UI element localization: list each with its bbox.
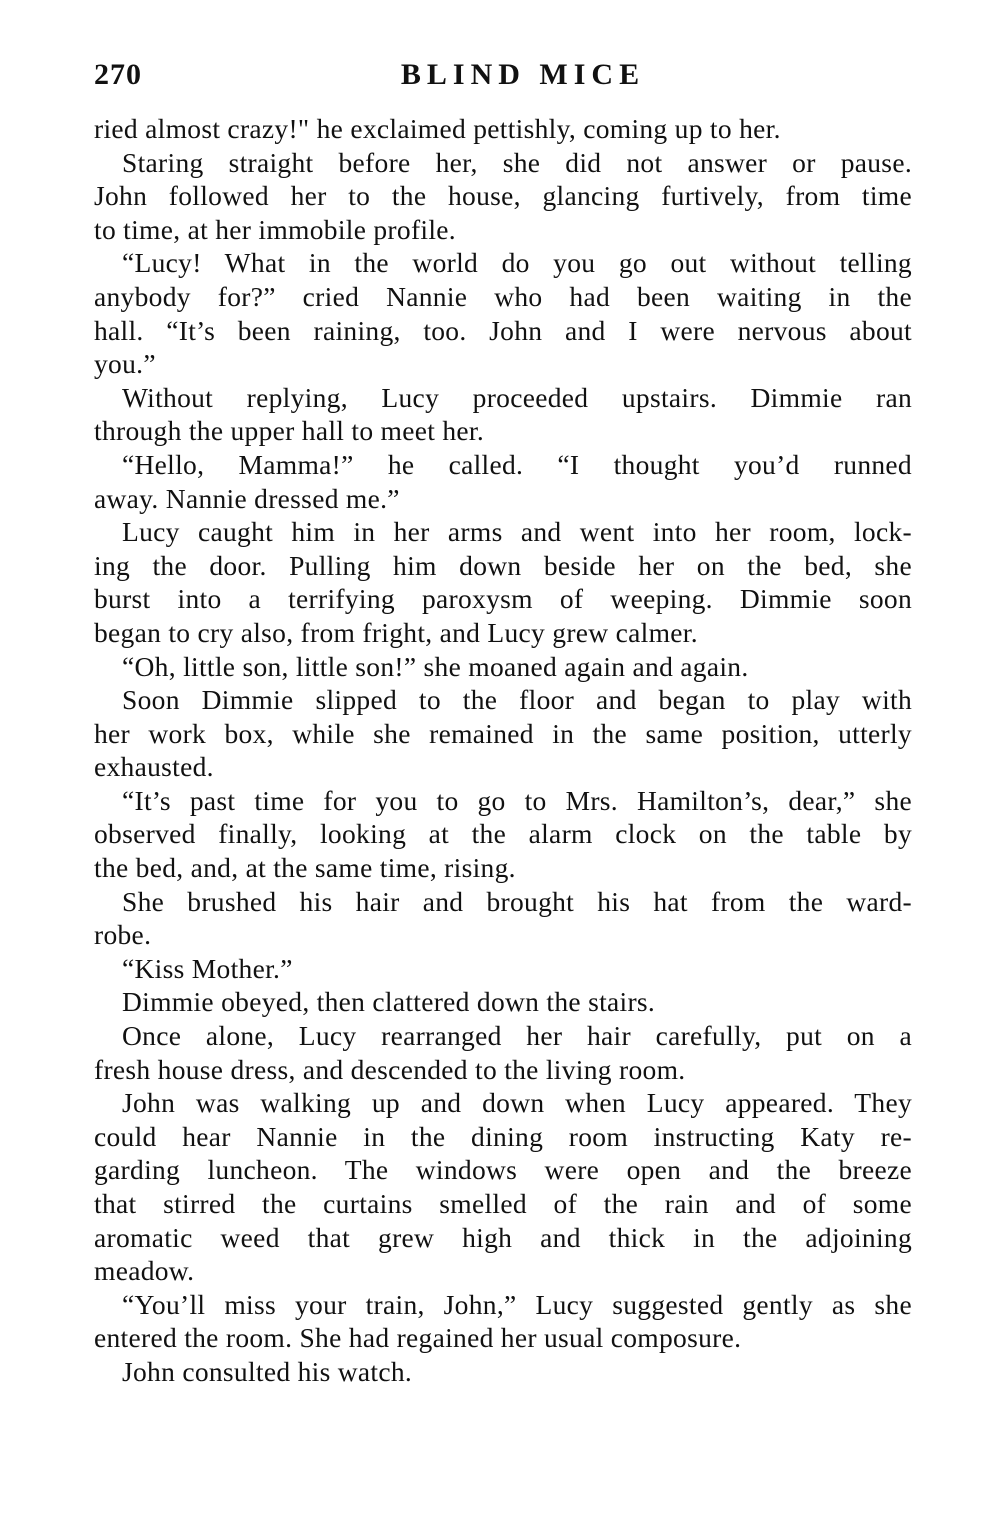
text-line: aromatic weed that grew high and thick in the adjoining [94, 1221, 912, 1253]
text-line: exhausted. [94, 751, 214, 783]
text-line: through the upper hall to meet her. [94, 415, 485, 447]
paragraph [94, 381, 912, 448]
paragraph [94, 146, 912, 247]
text-line: Once alone, Lucy rearranged her hair carefully, put on a [122, 1020, 912, 1052]
text-line: fresh house dress, and descended to the living room. [94, 1053, 686, 1085]
paragraph [94, 650, 912, 684]
text-line: burst into a terrifying paroxysm of weeping. Dimmie soon [94, 583, 912, 615]
text-line: could hear Nannie in the dining room instructing Katy re- [94, 1120, 912, 1152]
text-line: her work box, while she remained in the same position, utterly [94, 717, 912, 749]
text-line: the bed, and, at the same time, rising. [94, 852, 516, 884]
paragraph [94, 952, 912, 986]
text-line: “You’ll miss your train, John,” Lucy suggested gently as she [122, 1288, 912, 1320]
paragraph [94, 784, 912, 885]
text-line: to time, at her immobile profile. [94, 213, 456, 245]
book-page [94, 58, 912, 1389]
paragraph [94, 683, 912, 784]
text-line: Soon Dimmie slipped to the floor and began to play with [122, 684, 912, 716]
text-line: “Kiss Mother.” [122, 952, 293, 984]
paragraph [94, 112, 912, 146]
text-line: “Hello, Mamma!” he called. “I thought you’d runned [122, 448, 912, 480]
body-text [94, 112, 912, 1389]
text-line: hall. “It’s been raining, too. John and I were nervous about [94, 314, 912, 346]
text-line: Staring straight before her, she did not answer or pause. [122, 146, 912, 178]
text-line: Dimmie obeyed, then clattered down the stairs. [122, 986, 656, 1018]
text-line: “Lucy! What in the world do you go out without telling [122, 247, 912, 279]
text-line: meadow. [94, 1255, 195, 1287]
paragraph [94, 246, 912, 380]
text-line: “Oh, little son, little son!” she moaned again and again. [122, 650, 749, 682]
text-line: you.” [94, 348, 156, 380]
paragraph [94, 985, 912, 1019]
text-line: garding luncheon. The windows were open and the breeze [94, 1154, 912, 1186]
page-header [94, 58, 912, 102]
text-line: robe. [94, 919, 152, 951]
paragraph [94, 1086, 912, 1288]
text-line: Without replying, Lucy proceeded upstairs. Dimmie ran [122, 381, 912, 413]
paragraph [94, 448, 912, 515]
paragraph [94, 515, 912, 649]
text-line: John consulted his watch. [122, 1355, 413, 1387]
text-line: She brushed his hair and brought his hat from the ward- [122, 885, 912, 917]
paragraph [94, 885, 912, 952]
text-line: entered the room. She had regained her usual composure. [94, 1322, 742, 1354]
text-line: “It’s past time for you to go to Mrs. Hamilton’s, dear,” she [122, 784, 912, 816]
text-line: observed finally, looking at the alarm clock on the table by [94, 818, 912, 850]
text-line: ing the door. Pulling him down beside her on the bed, she [94, 549, 912, 581]
text-line: Lucy caught him in her arms and went into her room, lock- [122, 516, 912, 548]
paragraph [94, 1288, 912, 1355]
text-line: John was walking up and down when Lucy appeared. They [122, 1087, 912, 1119]
text-line: anybody for?” cried Nannie who had been waiting in the [94, 280, 912, 312]
paragraph [94, 1355, 912, 1389]
text-line: away. Nannie dressed me.” [94, 482, 400, 514]
text-line: ried almost crazy!" he exclaimed pettishly, coming up to her. [94, 113, 781, 144]
text-line: began to cry also, from fright, and Lucy grew calmer. [94, 616, 698, 648]
running-title: BLIND MICE [400, 58, 646, 91]
text-line: that stirred the curtains smelled of the rain and of some [94, 1188, 912, 1219]
page-number: 270 [94, 58, 142, 91]
text-line: John followed her to the house, glancing furtively, from time [94, 180, 912, 212]
paragraph [94, 1019, 912, 1086]
